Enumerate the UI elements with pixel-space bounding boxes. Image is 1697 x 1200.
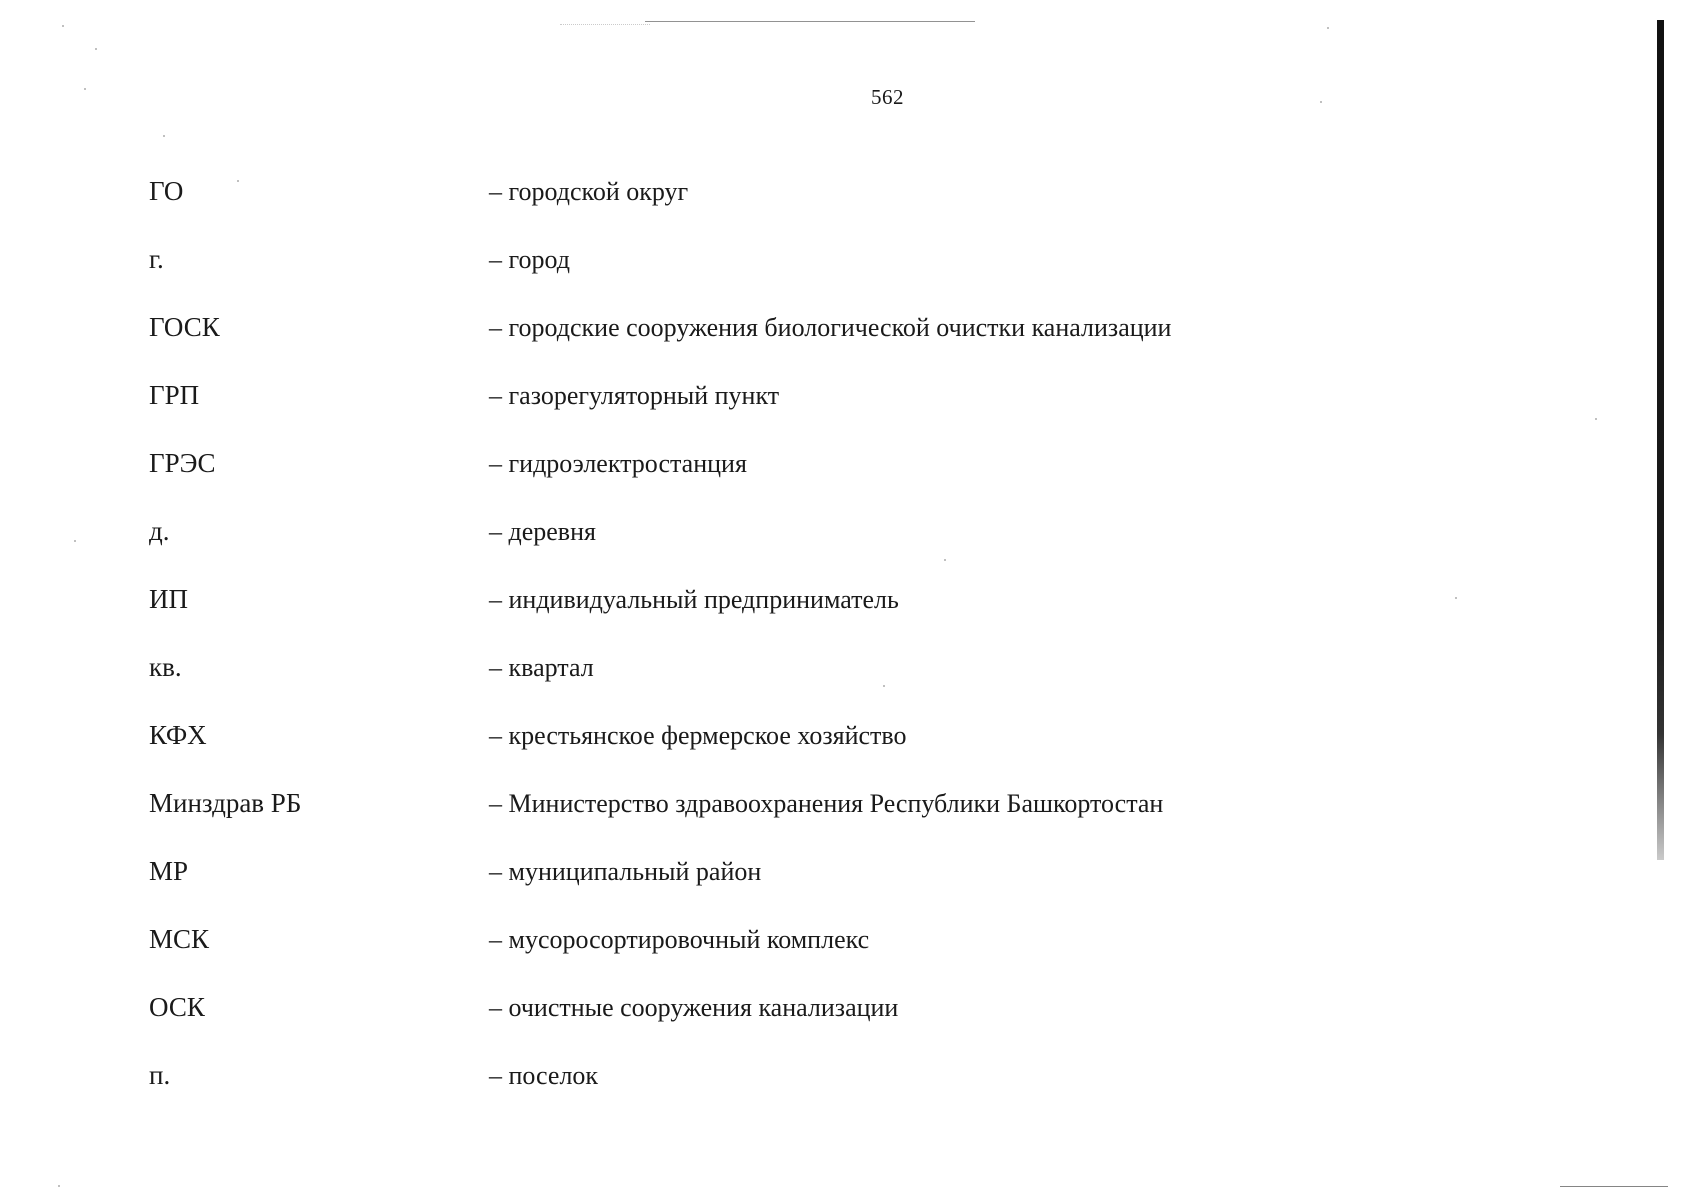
abbreviation-term: ИП <box>149 584 188 614</box>
abbreviation-definition: – город <box>489 245 570 274</box>
abbreviation-term: п. <box>149 1060 171 1090</box>
abbreviation-row <box>149 448 1529 516</box>
page-number: 562 <box>871 85 904 109</box>
abbreviation-term: Минздрав РБ <box>149 788 302 818</box>
scan-speck <box>58 1185 60 1187</box>
abbreviation-definition: – индивидуальный предприниматель <box>489 585 899 614</box>
scan-artifact-right-edge-bar <box>1657 20 1664 860</box>
abbreviation-definition: – деревня <box>489 517 596 546</box>
scan-speck <box>1327 27 1329 29</box>
scan-artifact-bottom-line <box>1560 1186 1668 1187</box>
abbreviation-row <box>149 856 1529 924</box>
abbreviation-term: г. <box>149 244 164 274</box>
abbreviation-row <box>149 720 1529 788</box>
abbreviation-term: ГОСК <box>149 312 220 342</box>
abbreviation-row <box>149 992 1529 1060</box>
abbreviation-term: ГО <box>149 176 184 206</box>
abbreviation-definition: – крестьянское фермерское хозяйство <box>489 721 907 750</box>
abbreviation-definition: – очистные сооружения канализации <box>489 993 899 1022</box>
abbreviation-row <box>149 788 1529 856</box>
abbreviation-row <box>149 924 1529 992</box>
abbreviation-definition: – квартал <box>489 653 594 682</box>
abbreviation-row <box>149 516 1529 584</box>
abbreviation-definition: – городской округ <box>489 177 689 206</box>
abbreviation-definition: – гидроэлектростанция <box>489 449 747 478</box>
abbreviation-term: ГРЭС <box>149 448 216 478</box>
abbreviation-row <box>149 176 1529 244</box>
abbreviation-definition: – мусоросортировочный комплекс <box>489 925 870 954</box>
abbreviation-row <box>149 652 1529 720</box>
abbreviation-row <box>149 1060 1529 1128</box>
abbreviation-list <box>149 176 1529 1128</box>
abbreviation-term: ГРП <box>149 380 200 410</box>
abbreviation-row <box>149 584 1529 652</box>
scan-speck <box>95 48 97 50</box>
scan-speck <box>62 25 64 27</box>
abbreviation-row <box>149 312 1529 380</box>
abbreviation-term: КФХ <box>149 720 207 750</box>
abbreviation-term: МР <box>149 856 189 886</box>
abbreviation-definition: – Министерство здравоохранения Республики Башкортостан <box>489 789 1164 818</box>
scan-artifact-top-dotted-line <box>560 24 650 25</box>
scan-speck <box>74 540 76 542</box>
abbreviation-term: кв. <box>149 652 182 682</box>
abbreviation-term: д. <box>149 516 170 546</box>
abbreviation-definition: – городские сооружения биологической очистки канализации <box>489 313 1172 342</box>
scan-artifact-top-line <box>645 21 975 22</box>
abbreviation-definition: – газорегуляторный пункт <box>489 381 780 410</box>
abbreviation-term: ОСК <box>149 992 205 1022</box>
abbreviation-term: МСК <box>149 924 210 954</box>
scan-speck <box>163 135 165 137</box>
scan-speck <box>1595 418 1597 420</box>
abbreviation-row <box>149 244 1529 312</box>
abbreviation-row <box>149 380 1529 448</box>
abbreviation-definition: – муниципальный район <box>489 857 762 886</box>
abbreviation-definition: – поселок <box>489 1061 599 1090</box>
